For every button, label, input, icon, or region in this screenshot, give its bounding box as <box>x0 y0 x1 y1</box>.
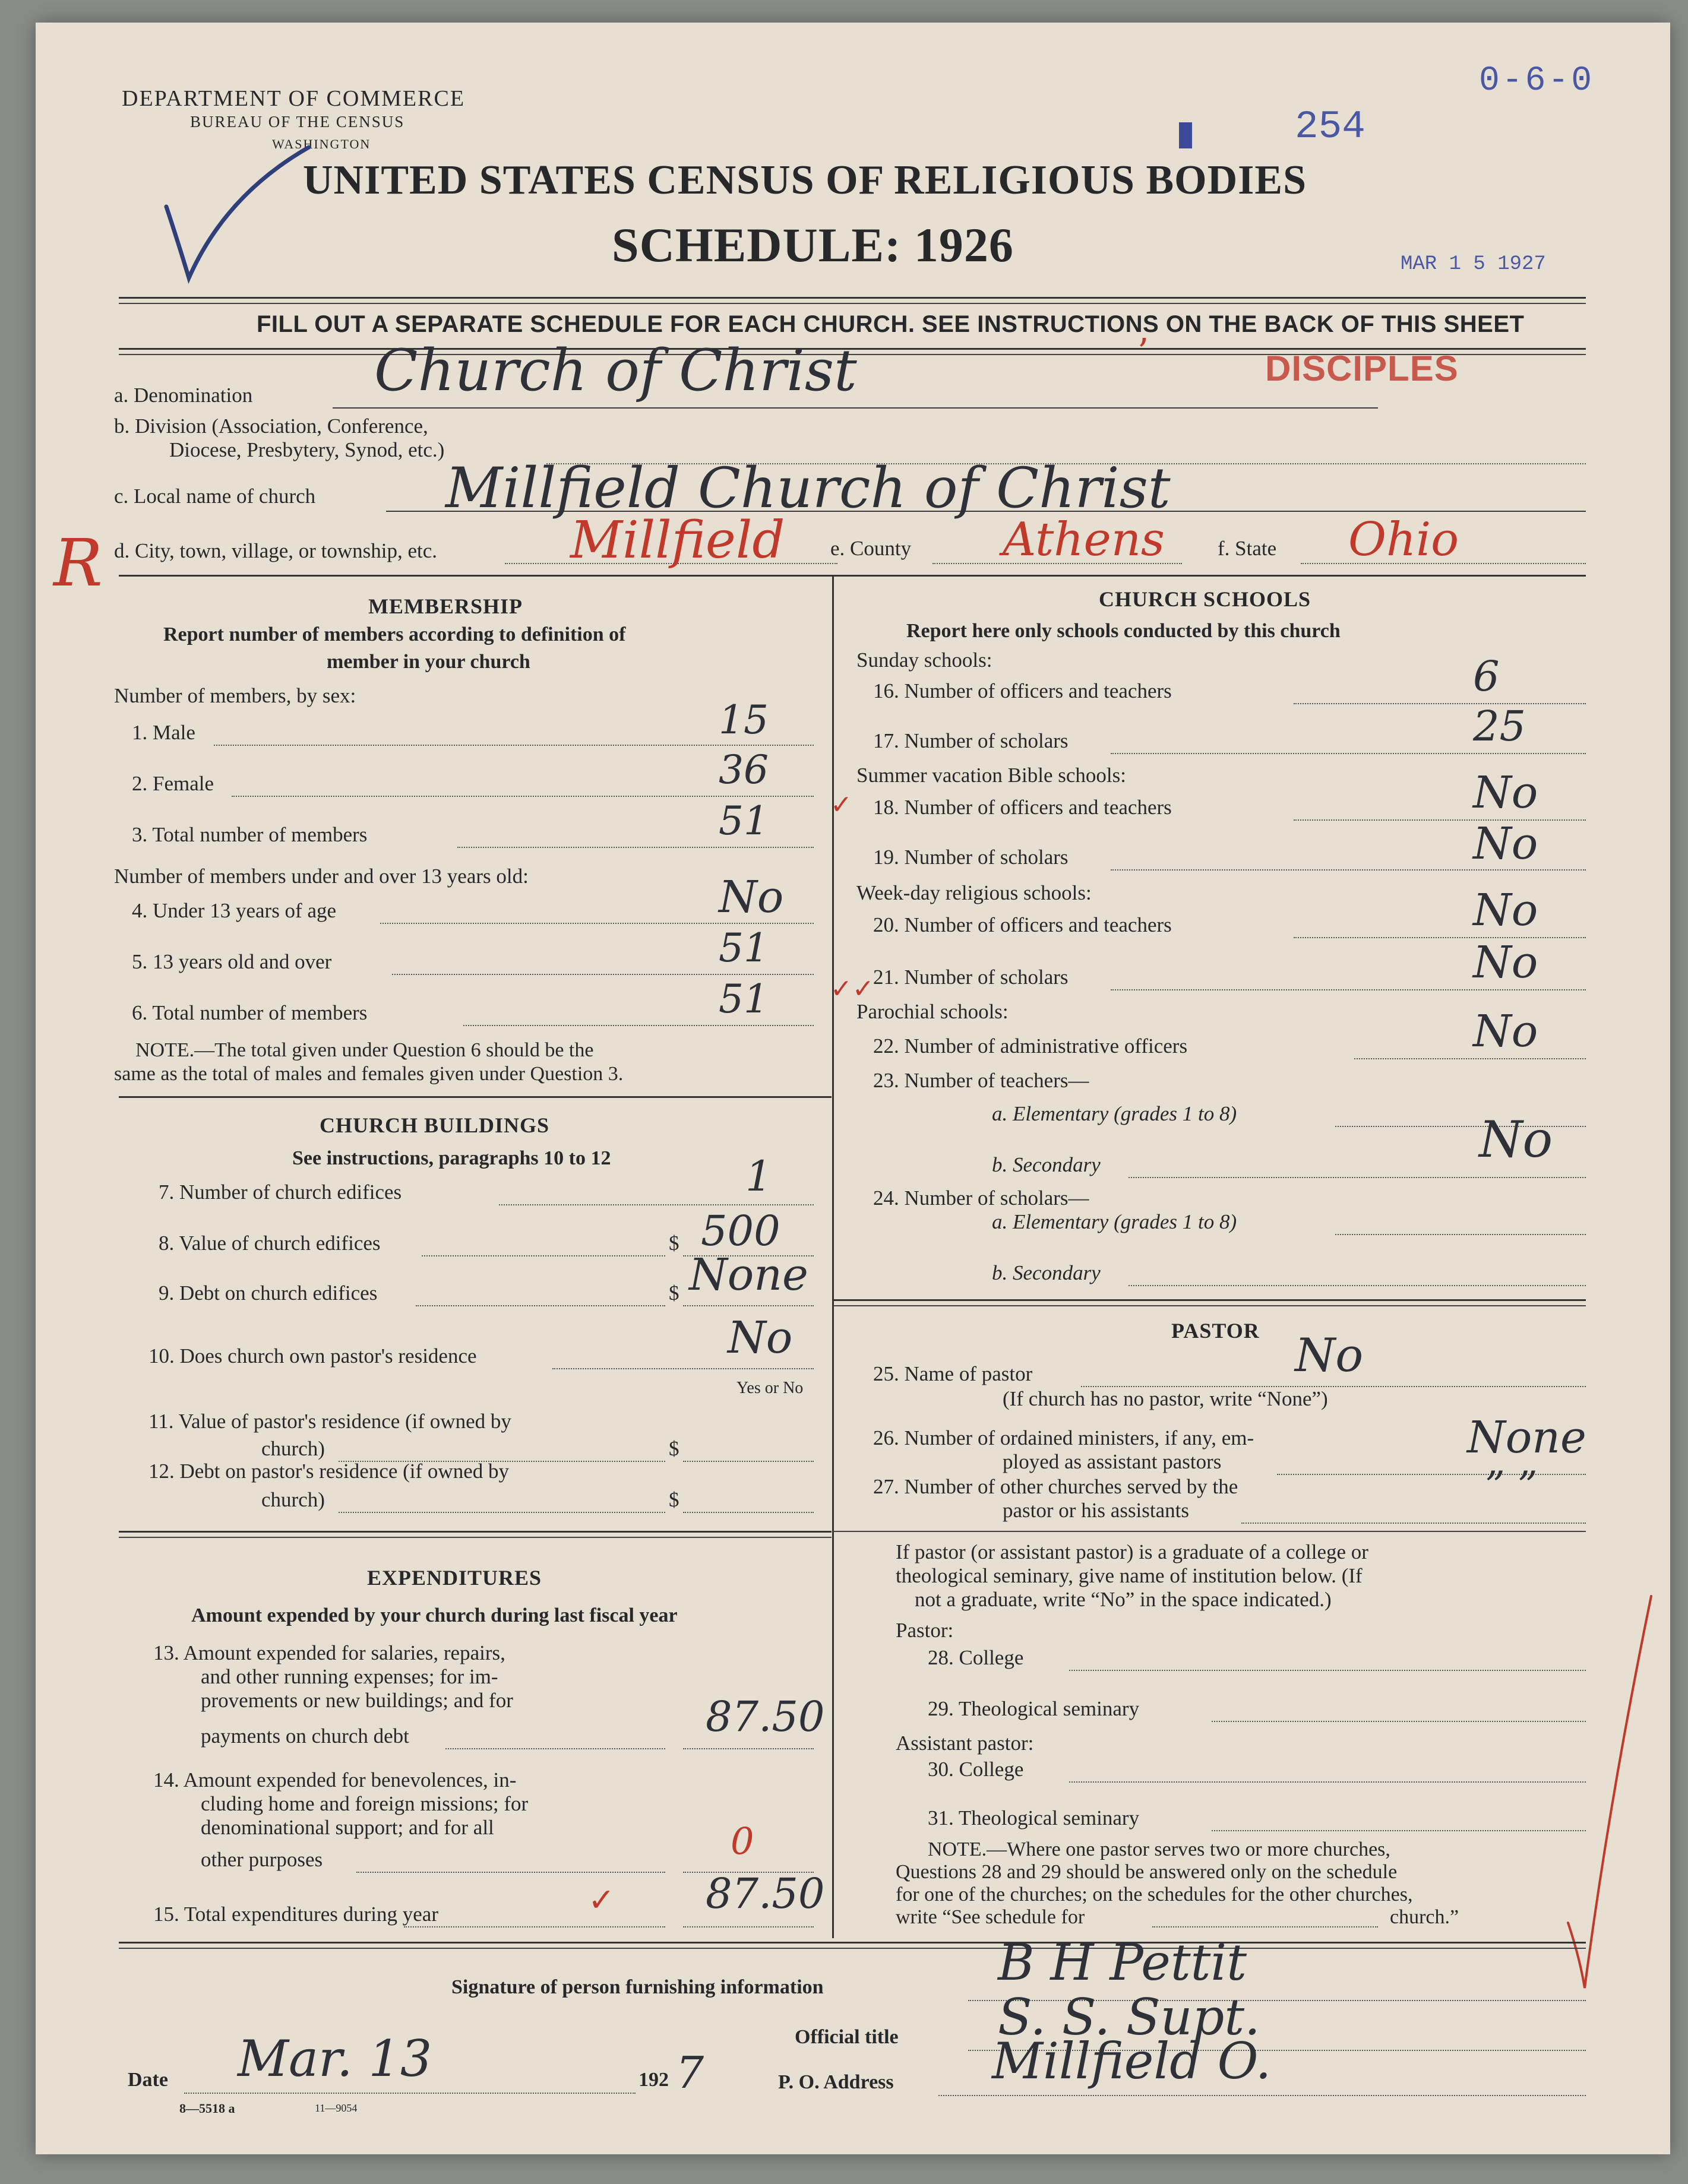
residence-debt-label: 12. Debt on pastor's residence (if owned by <box>148 1460 509 1483</box>
signature-label: Signature of person furnishing information <box>451 1976 824 1998</box>
year-prefix: 192 <box>638 2069 669 2091</box>
expenditures-intro: Amount expended by your church during last fiscal year <box>191 1604 678 1626</box>
graduate-instruction-line3: not a graduate, write “No” in the space indicated.) <box>915 1588 1332 1611</box>
edifices-debt-label: 9. Debt on church edifices <box>159 1281 378 1305</box>
schedule-year: SCHEDULE: 1926 <box>612 218 1014 272</box>
weekday-officers-label: 20. Number of officers and teachers <box>873 913 1172 936</box>
church-schools-heading: CHURCH SCHOOLS <box>1099 587 1311 611</box>
graduate-instruction: If pastor (or assistant pastor) is a graduate of a college or <box>896 1540 1368 1563</box>
members-by-sex-label: Number of members, by sex: <box>114 684 356 707</box>
print-number: 11—9054 <box>315 2102 358 2114</box>
graduate-instruction-line2: theological seminary, give name of institution below. (If <box>896 1564 1363 1587</box>
county-value[interactable]: Athens <box>1003 513 1165 566</box>
pastor-note-line3: for one of the churches; on the schedules for the other churches, <box>896 1884 1413 1906</box>
scholars-secondary-label: b. Secondary <box>992 1261 1101 1284</box>
local-name-label: c. Local name of church <box>114 485 316 508</box>
running-expenses-label-line3: provements or new buildings; and for <box>201 1689 513 1712</box>
edifices-value-value[interactable]: 500 <box>701 1207 780 1255</box>
buildings-intro: See instructions, paragraphs 10 to 12 <box>292 1147 611 1169</box>
membership-heading: MEMBERSHIP <box>368 594 523 618</box>
running-expenses-value[interactable]: 87.50 <box>706 1692 825 1741</box>
female-label: 2. Female <box>132 772 214 795</box>
members-by-age-label: Number of members under and over 13 years old: <box>114 865 529 888</box>
under-13-value[interactable]: No <box>719 872 784 923</box>
denomination-label: a. Denomination <box>114 384 253 407</box>
stamp-mark <box>1179 122 1192 148</box>
signature-value[interactable]: B H Pettit <box>998 1933 1247 1992</box>
residence-debt-label-line2: church) <box>261 1488 325 1511</box>
total-members-value[interactable]: 51 <box>719 798 769 844</box>
date-label: Date <box>128 2069 168 2091</box>
residence-debt-dollar: $ <box>669 1488 679 1511</box>
other-churches-value[interactable]: ” ” <box>1485 1463 1538 1509</box>
summer-scholars-value[interactable]: No <box>1473 818 1538 869</box>
summer-scholars-label: 19. Number of scholars <box>873 846 1069 869</box>
over-13-label: 5. 13 years old and over <box>132 950 332 973</box>
scholars-label: 24. Number of scholars— <box>873 1186 1089 1210</box>
weekday-officers-value[interactable]: No <box>1473 885 1538 936</box>
sunday-officers-value[interactable]: 6 <box>1473 652 1500 701</box>
teachers-secondary-label: b. Secondary <box>992 1153 1101 1176</box>
pastor-subhead: Pastor: <box>896 1619 954 1642</box>
county-label: e. County <box>830 537 912 560</box>
teachers-label: 23. Number of teachers— <box>873 1069 1089 1092</box>
edifices-number-label: 7. Number of church edifices <box>159 1180 402 1204</box>
official-title-value[interactable]: S. S. Supt. <box>998 1988 1260 2046</box>
edifices-value-label: 8. Value of church edifices <box>159 1232 381 1255</box>
red-tick-mark: ’ <box>1137 331 1149 373</box>
benevolences-label-line4: other purposes <box>201 1848 323 1871</box>
ordained-ministers-value[interactable]: None <box>1467 1412 1586 1463</box>
benevolences-label-line2: cluding home and foreign missions; for <box>201 1792 529 1815</box>
male-value[interactable]: 15 <box>719 697 769 743</box>
membership-note-line2: same as the total of males and females given under Question 3. <box>114 1063 624 1085</box>
membership-intro-line2: member in your church <box>327 651 530 673</box>
number-stamp: 254 <box>1295 105 1365 149</box>
summer-officers-value[interactable]: No <box>1473 767 1538 818</box>
assistant-pastor-subhead: Assistant pastor: <box>896 1732 1034 1755</box>
over-13-value[interactable]: 51 <box>719 925 769 971</box>
pastor-note-line2: Questions 28 and 29 should be answered only on the schedule <box>896 1861 1398 1883</box>
assistant-college-label: 30. College <box>928 1758 1024 1781</box>
city-value[interactable]: Millfield <box>570 511 785 570</box>
residence-value-dollar: $ <box>669 1437 679 1460</box>
pastor-none-hint: (If church has no pastor, write “None”) <box>1003 1387 1328 1410</box>
schools-intro: Report here only schools conducted by this church <box>906 620 1341 642</box>
ordained-ministers-label: 26. Number of ordained ministers, if any, em- <box>873 1426 1254 1449</box>
large-red-check-icon <box>1556 1590 1657 1994</box>
under-13-label: 4. Under 13 years of age <box>132 899 337 922</box>
total-expenditures-value[interactable]: 87.50 <box>706 1869 825 1918</box>
yes-or-no-hint: Yes or No <box>736 1379 804 1397</box>
year-value[interactable]: 7 <box>676 2047 704 2098</box>
division-label: b. Division (Association, Conference, <box>114 414 428 438</box>
sunday-schools-label: Sunday schools: <box>856 648 992 672</box>
form-title: UNITED STATES CENSUS OF RELIGIOUS BODIES <box>303 157 1307 203</box>
parochial-officers-value[interactable]: No <box>1473 1006 1538 1057</box>
census-schedule-sheet <box>36 23 1670 2154</box>
other-churches-label: 27. Number of other churches served by the <box>873 1475 1238 1498</box>
division-label-line2: Diocese, Presbytery, Synod, etc.) <box>169 438 445 461</box>
running-expenses-label-line4: payments on church debt <box>201 1724 409 1748</box>
summer-officers-label: 18. Number of officers and teachers <box>873 796 1172 819</box>
ordained-ministers-label-line2: ployed as assistant pastors <box>1003 1450 1222 1473</box>
female-value[interactable]: 36 <box>719 747 769 793</box>
edifices-debt-dollar: $ <box>669 1281 679 1305</box>
bureau-city: WASHINGTON <box>272 137 371 151</box>
edifices-number-value[interactable]: 1 <box>745 1152 772 1201</box>
running-expenses-label: 13. Amount expended for salaries, repairs, <box>153 1641 505 1664</box>
parochial-schools-label: Parochial schools: <box>856 1000 1009 1023</box>
pastor-name-value[interactable]: No <box>1295 1329 1364 1382</box>
state-value[interactable]: Ohio <box>1348 513 1459 566</box>
po-address-label: P. O. Address <box>778 2071 894 2093</box>
residence-value-label-line2: church) <box>261 1437 325 1460</box>
total-members-age-label: 6. Total number of members <box>132 1001 368 1024</box>
margin-r-mark: R <box>53 525 103 601</box>
pastor-seminary-label: 29. Theological seminary <box>928 1697 1140 1720</box>
red-check-total: ✓ <box>588 1881 615 1919</box>
summer-schools-label: Summer vacation Bible schools: <box>856 764 1126 787</box>
pastor-note-line4: write “See schedule for <box>896 1906 1085 1928</box>
edifices-debt-value[interactable]: None <box>689 1249 808 1300</box>
disciples-stamp: DISCIPLES <box>1265 349 1459 388</box>
male-label: 1. Male <box>132 721 195 744</box>
sunday-officers-label: 16. Number of officers and teachers <box>873 679 1172 702</box>
membership-note: NOTE.—The total given under Question 6 should be the <box>135 1039 594 1061</box>
owns-residence-label: 10. Does church own pastor's residence <box>148 1344 477 1368</box>
date-value[interactable]: Mar. 13 <box>238 2030 432 2088</box>
pastor-college-label: 28. College <box>928 1646 1024 1669</box>
red-check-weekday: ✓✓ <box>830 974 874 1004</box>
benevolences-value[interactable]: 0 <box>731 1819 754 1863</box>
official-title-label: Official title <box>795 2026 899 2048</box>
pastor-name-label: 25. Name of pastor <box>873 1362 1033 1385</box>
benevolences-label: 14. Amount expended for benevolences, in- <box>153 1768 517 1791</box>
local-name-value[interactable]: Millfield Church of Christ <box>445 456 1171 521</box>
city-label: d. City, town, village, or township, etc. <box>114 539 438 562</box>
other-churches-label-line2: pastor or his assistants <box>1003 1499 1190 1522</box>
red-check-summer: ✓ <box>830 790 852 820</box>
check-mark-icon <box>160 141 315 290</box>
denomination-value[interactable]: Church of Christ <box>374 337 857 404</box>
department-name: DEPARTMENT OF COMMERCE <box>122 86 466 111</box>
weekday-scholars-label: 21. Number of scholars <box>873 966 1069 989</box>
total-expenditures-label: 15. Total expenditures during year <box>153 1903 438 1926</box>
total-members-label: 3. Total number of members <box>132 823 368 846</box>
church-buildings-heading: CHURCH BUILDINGS <box>320 1113 550 1137</box>
teachers-elementary-label: a. Elementary (grades 1 to 8) <box>992 1102 1237 1125</box>
po-address-value[interactable]: Millfield O. <box>992 2032 1272 2090</box>
owns-residence-value[interactable]: No <box>728 1312 793 1363</box>
state-label: f. State <box>1218 537 1277 560</box>
weekday-schools-label: Week-day religious schools: <box>856 881 1092 904</box>
parochial-officers-label: 22. Number of administrative officers <box>873 1034 1188 1058</box>
separate-schedule-instruction: FILL OUT A SEPARATE SCHEDULE FOR EACH CHURCH. SEE INSTRUCTIONS ON THE BACK OF THIS SHEET <box>257 311 1525 337</box>
membership-intro: Report number of members according to definition of <box>163 623 626 645</box>
expenditures-heading: EXPENDITURES <box>367 1566 542 1590</box>
bureau-name: BUREAU OF THE CENSUS <box>190 113 405 131</box>
code-stamp: 0-6-0 <box>1479 62 1595 100</box>
residence-value-label: 11. Value of pastor's residence (if owned by <box>148 1410 511 1433</box>
pastor-note-line4-end: church.” <box>1390 1906 1459 1928</box>
benevolences-label-line3: denominational support; and for all <box>201 1816 494 1839</box>
form-number: 8—5518 a <box>179 2101 235 2116</box>
assistant-seminary-label: 31. Theological seminary <box>928 1806 1140 1830</box>
sunday-scholars-value[interactable]: 25 <box>1473 702 1526 751</box>
running-expenses-label-line2: and other running expenses; for im- <box>201 1665 498 1688</box>
weekday-scholars-value[interactable]: No <box>1473 937 1538 988</box>
pastor-note: NOTE.—Where one pastor serves two or more churches, <box>928 1838 1390 1860</box>
scholars-elementary-label: a. Elementary (grades 1 to 8) <box>992 1210 1237 1233</box>
sunday-scholars-label: 17. Number of scholars <box>873 729 1069 752</box>
edifices-value-dollar: $ <box>669 1232 679 1255</box>
total-members-age-value[interactable]: 51 <box>719 976 769 1022</box>
pastor-heading: PASTOR <box>1171 1319 1260 1343</box>
teachers-secondary-value[interactable]: No <box>1479 1110 1553 1169</box>
received-date-stamp: MAR 1 5 1927 <box>1401 253 1546 276</box>
